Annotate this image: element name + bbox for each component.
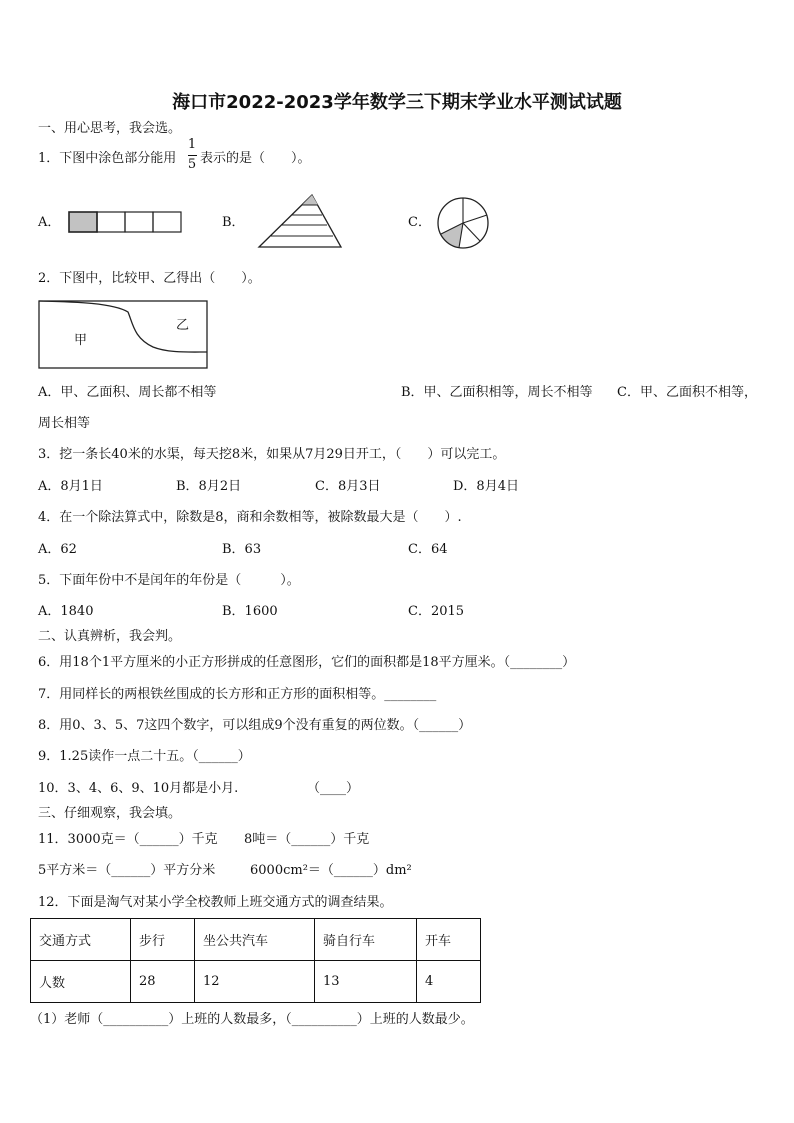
q12-survey-table: [30, 918, 481, 1003]
table-header-cell: 开车: [417, 919, 481, 961]
q1-option-b-label: B．: [222, 215, 245, 230]
q2-label-jia: 甲: [74, 333, 88, 348]
table-header-cell: 骑自行车: [315, 919, 417, 961]
section-heading-2: 二、认真辨析，我会判。: [38, 629, 182, 644]
table-row: [31, 961, 481, 1003]
q2-option-a: A．甲、乙面积、周长都不相等: [38, 385, 217, 400]
q4-text: 4．在一个除法算式中，除数是8，商和余数相等，被除数最大是（ ）.: [38, 510, 462, 525]
q10-text: 10．3、4、6、9、10月都是小月.: [38, 781, 239, 796]
q1-option-c-pie-figure: [434, 194, 492, 252]
table-header-row: [31, 919, 481, 961]
q2-option-c: C．甲、乙面积不相等，: [617, 385, 757, 400]
q8-text: 8．用0、3、5、7这四个数字，可以组成9个没有重复的两位数。（______）: [38, 718, 472, 733]
q3-text: 3．挖一条长40米的水渠，每天挖8米，如果从7月29日开工，（ ）可以完工。: [38, 447, 506, 462]
q4-option-b: B．63: [222, 542, 262, 557]
section-heading-1: 一、用心思考，我会选。: [38, 121, 182, 136]
q2-text: 2．下图中，比较甲、乙得出（ ）。: [38, 271, 261, 286]
q1-option-c-label: C．: [408, 215, 431, 230]
q10-answer-blank: （____）: [307, 781, 360, 796]
q3-option-c: C．8月3日: [315, 479, 381, 494]
q9-text: 9．1.25读作一点二十五。（______）: [38, 749, 251, 764]
q1-option-a-label: A．: [38, 215, 61, 230]
q1-option-b-triangle-figure: [258, 194, 342, 248]
q5-text: 5．下面年份中不是闰年的年份是（ ）。: [38, 573, 300, 588]
table-cell: 4: [417, 961, 481, 1003]
q4-option-a: A．62: [38, 542, 77, 557]
table-header-cell: 坐公共汽车: [195, 919, 315, 961]
section-heading-3: 三、仔细观察，我会填。: [38, 806, 182, 821]
q11-line2-b: 6000cm²＝（______）dm²: [250, 863, 412, 878]
q3-option-b: B．8月2日: [176, 479, 242, 494]
q1-text-prefix: 1．下图中涂色部分能用: [38, 151, 177, 166]
q6-text: 6．用18个1平方厘米的小正方形拼成的任意图形，它们的面积都是18平方厘米。（________）: [38, 655, 576, 670]
q5-option-b: B．1600: [222, 604, 278, 619]
q1-text-suffix: 表示的是（ ）。: [200, 151, 311, 166]
q3-option-d: D．8月4日: [453, 479, 519, 494]
q11-line2-a: 5平方米＝（______）平方分米: [38, 863, 216, 878]
q7-text: 7．用同样长的两根铁丝围成的长方形和正方形的面积相等。________: [38, 687, 437, 702]
q11-line1-b: 8吨＝（______）千克: [244, 832, 370, 847]
q1-option-a-strip-figure: [68, 211, 182, 233]
table-cell: 28: [131, 961, 195, 1003]
q2-option-c-continued: 周长相等: [38, 416, 91, 431]
table-cell: 12: [195, 961, 315, 1003]
q12-sub1-text: （1）老师（__________）上班的人数最多，（__________）上班的人数最少。: [30, 1012, 474, 1027]
q12-text: 12．下面是淘气对某小学全校教师上班交通方式的调查结果。: [38, 895, 393, 910]
q2-option-b: B．甲、乙面积相等，周长不相等: [401, 385, 593, 400]
table-cell: 人数: [31, 961, 131, 1003]
table-cell: 13: [315, 961, 417, 1003]
q5-option-c: C．2015: [408, 604, 465, 619]
q1-fraction-bar: [188, 155, 197, 156]
q11-line1-a: 11．3000克＝（______）千克: [38, 832, 218, 847]
q1-fraction-denominator: 5: [187, 157, 197, 172]
q4-option-c: C．64: [408, 542, 448, 557]
page-title: 海口市2022-2023学年数学三下期末学业水平测试试题: [172, 92, 622, 113]
table-header-cell: 步行: [131, 919, 195, 961]
q1-fraction-numerator: 1: [187, 137, 197, 152]
table-header-cell: 交通方式: [31, 919, 131, 961]
q5-option-a: A．1840: [38, 604, 94, 619]
q3-option-a: A．8月1日: [38, 479, 103, 494]
q2-rectangle-figure: [38, 300, 208, 369]
q2-label-yi: 乙: [176, 318, 190, 333]
